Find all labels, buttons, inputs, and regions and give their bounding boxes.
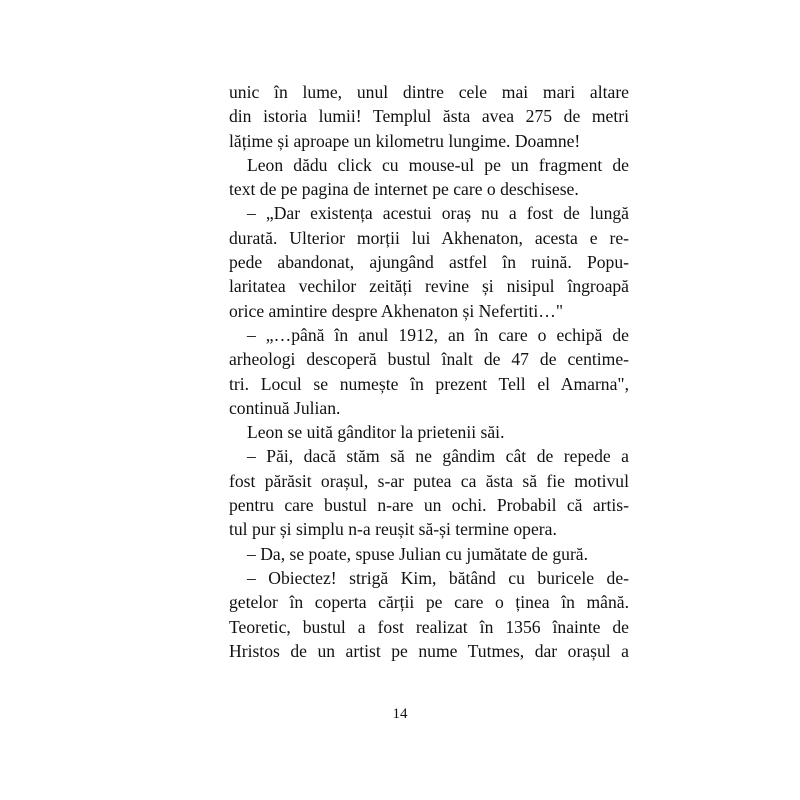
text-line-2: din istoria lumii! Templul ăsta avea 275 de metri	[229, 106, 629, 127]
text-line-5: text de pe pagina de internet pe care o deschisese.	[229, 179, 579, 200]
text-line-1: unic în lume, unul dintre cele mai mari altare	[229, 82, 629, 102]
text-line-23: Teoretic, bustul a fost realizat în 1356 înainte de	[229, 616, 629, 637]
text-line-17: fost părăsit orașul, s-ar putea ca ăsta să fie motivul	[229, 470, 629, 491]
text-line-12: arheologi descoperă bustul înalt de 47 de centime-	[229, 349, 629, 370]
text-line-6: – „Dar existența acestui oraș nu a fost de lungă	[247, 203, 629, 224]
text-line-3: lățime și aproape un kilometru lungime. Doamne!	[229, 130, 581, 151]
body-text	[229, 80, 629, 663]
text-line-15: Leon se uită gânditor la prietenii săi.	[247, 422, 505, 443]
text-line-19: tul pur și simplu n-a reușit să-și termine opera.	[229, 519, 557, 540]
page-number: 14	[392, 706, 408, 722]
text-line-8: pede abandonat, ajungând astfel în ruină. Popu-	[229, 252, 629, 273]
text-line-10: orice amintire despre Akhenaton și Nefertiti…"	[229, 300, 564, 321]
text-line-4: Leon dădu click cu mouse-ul pe un fragment de	[247, 154, 629, 175]
text-line-24: Hristos de un artist pe nume Tutmes, dar orașul a	[229, 640, 629, 661]
text-line-20: – Da, se poate, spuse Julian cu jumătate de gură.	[247, 543, 589, 564]
text-line-9: laritatea vechilor zeități revine și nisipul îngroapă	[229, 276, 629, 297]
text-line-14: continuă Julian.	[229, 397, 341, 418]
text-line-16: – Păi, dacă stăm să ne gândim cât de repede a	[247, 446, 629, 467]
text-line-7: durată. Ulterior morții lui Akhenaton, acesta e re-	[229, 227, 629, 248]
text-line-21: – Obiectez! strigă Kim, bătând cu buricele de-	[247, 567, 629, 588]
text-line-11: – „…până în anul 1912, an în care o echipă de	[247, 324, 629, 345]
text-line-18: pentru care bustul n-are un ochi. Probabil că artis-	[229, 495, 629, 516]
text-line-13: tri. Locul se numește în prezent Tell el Amarna",	[229, 373, 629, 394]
text-line-22: getelor în coperta cărții pe care o ținea în mână.	[229, 592, 629, 613]
